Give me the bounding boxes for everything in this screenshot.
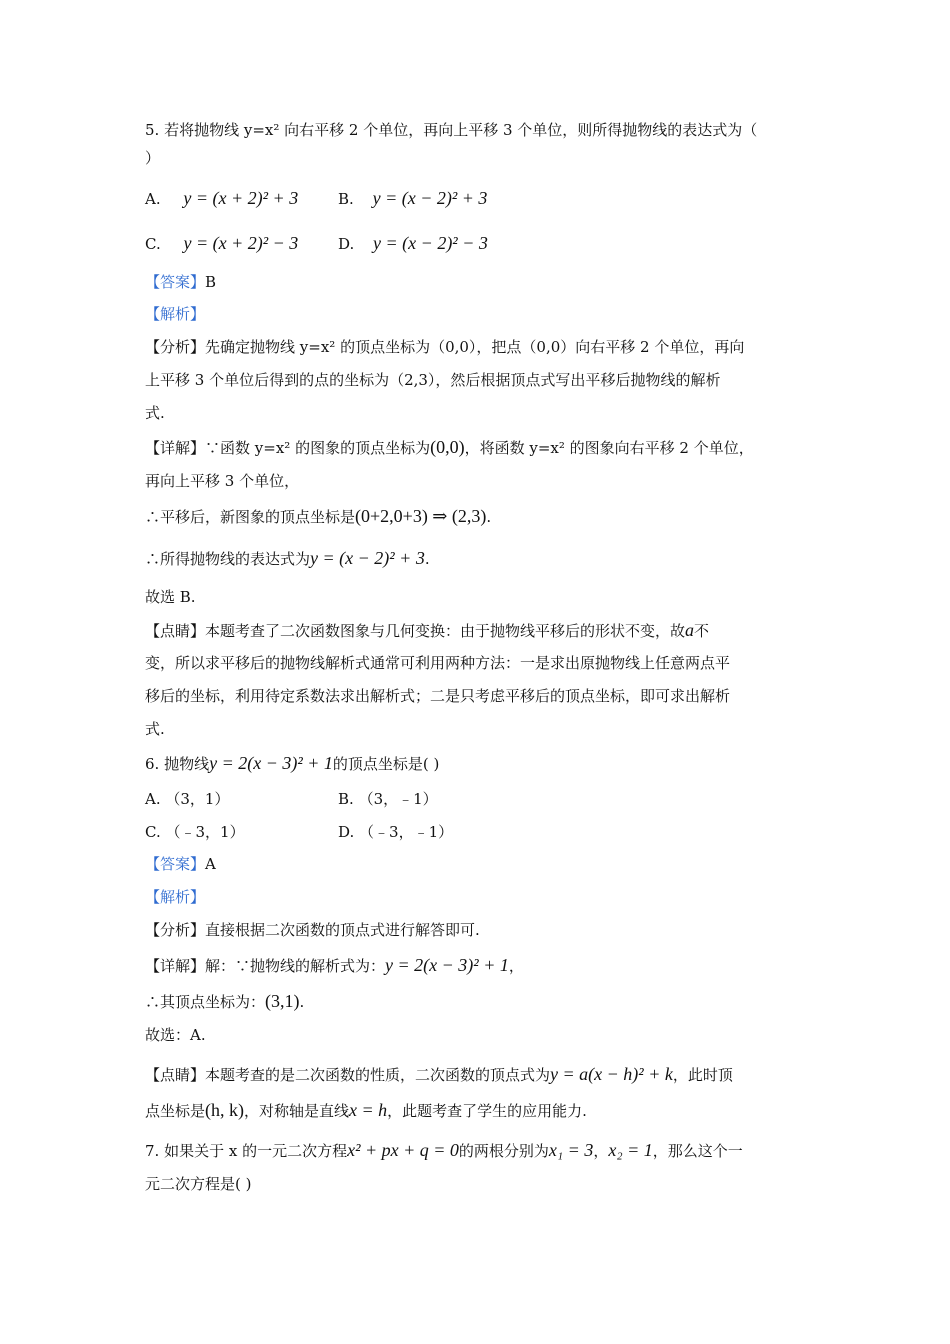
q5-fenxi-line1 (145, 335, 744, 359)
q6-fenxi (145, 918, 480, 942)
math-expr: x₁ = 3 (548, 1140, 594, 1160)
math-expr: (0+2,0+3) ⇒ (2,3) (355, 506, 487, 526)
xiangjie-end: ， (508, 957, 524, 975)
stem-text: 7. 如果关于 x 的一元二次方程 (145, 1142, 348, 1160)
q5-dianjing-line1 (145, 618, 709, 643)
dianjing-text: 不 (694, 622, 710, 640)
q5-step2 (145, 546, 430, 571)
option-label: A. (145, 790, 161, 808)
step-end: . (299, 993, 305, 1011)
q6-option-d (338, 820, 453, 844)
q5-step1 (145, 504, 491, 529)
q6-xiangjie (145, 953, 524, 978)
math-expr: (h, k) (205, 1100, 245, 1120)
math-expr: (0,0) (430, 437, 465, 457)
q6-step (145, 989, 304, 1014)
option-label: D. (338, 823, 355, 841)
step-end: . (486, 508, 492, 526)
dianjing-tag: 【点睛】 (145, 1066, 206, 1084)
q5-fenxi-line2: 上平移 3 个单位后得到的点的坐标为（2,3），然后根据顶点式写出平移后抛物线的解析 (145, 371, 721, 389)
option-expr: y = (x − 2)² − 3 (373, 233, 488, 253)
option-label: B. (338, 790, 354, 808)
q6-option-a (145, 787, 229, 811)
q5-dianjing-line3: 移后的坐标，利用待定系数法求出解析式；二是只考虑平移后的顶点坐标，即可求出解析 (145, 687, 731, 705)
step-end: . (424, 550, 430, 568)
math-expr: y = a(x − h)² + k (550, 1064, 673, 1084)
option-value: （3，1） (165, 790, 230, 808)
math-expr: (3,1) (265, 991, 300, 1011)
xiangjie-text: 解：∵抛物线的解析式为： (205, 957, 386, 975)
q6-dianjing-line2 (145, 1098, 587, 1123)
dianjing-text: ，此题考查了学生的应用能力. (387, 1102, 587, 1120)
q6-analysis-tag: 【解析】 (145, 888, 206, 906)
xiangjie-text: ，将函数 y=x² 的图象向右平移 2 个单位， (464, 439, 754, 457)
fenxi-tag: 【分析】 (145, 338, 206, 356)
q7-stem-line2: 元二次方程是( ) (145, 1175, 252, 1193)
stem-text: 6. 抛物线 (145, 755, 210, 773)
q5-stem-line1: 5. 若将抛物线 y=x² 向右平移 2 个单位，再向上平移 3 个单位，则所得抛物线的表达式为（ (145, 121, 758, 139)
xiangjie-tag: 【详解】 (145, 439, 206, 457)
option-expr: y = (x + 2)² + 3 (183, 188, 299, 208)
dianjing-text: 点坐标是 (145, 1102, 206, 1120)
q6-dianjing-line1 (145, 1062, 733, 1087)
dianjing-text: 本题考查的是二次函数的性质，二次函数的顶点式为 (205, 1066, 551, 1084)
q5-fenxi-line3: 式. (145, 404, 165, 422)
fenxi-tag: 【分析】 (145, 921, 206, 939)
q5-analysis-tag: 【解析】 (145, 305, 206, 323)
math-expr: x = h (349, 1100, 388, 1120)
q5-answer (145, 270, 216, 294)
math-expr: y = (x − 2)² + 3 (310, 548, 425, 568)
step-text: ∴平移后，新图象的顶点坐标是 (145, 508, 356, 526)
q5-dianjing-line4: 式. (145, 720, 165, 738)
q5-option-b (338, 186, 487, 211)
answer-tag: 【答案】 (145, 273, 206, 291)
stem-text: 的顶点坐标是( ) (332, 755, 440, 773)
q6-option-b (338, 787, 438, 811)
q5-dianjing-line2: 变，所以求平移后的抛物线解析式通常可利用两种方法：一是求出原抛物线上任意两点平 (145, 654, 731, 672)
q7-stem-line1 (145, 1138, 743, 1163)
dianjing-text: ，此时顶 (672, 1066, 733, 1084)
stem-text: 的两根分别为 (458, 1142, 549, 1160)
q6-option-c (145, 820, 245, 844)
fenxi-text: 直接根据二次函数的顶点式进行解答即可. (205, 921, 480, 939)
stem-text: ， (593, 1142, 609, 1160)
step-text: ∴其顶点坐标为： (145, 993, 266, 1011)
math-expr: x₂ = 1 (608, 1140, 653, 1160)
q6-answer (145, 852, 216, 876)
xiangjie-tag: 【详解】 (145, 957, 206, 975)
math-expr: y = 2(x − 3)² + 1 (385, 955, 509, 975)
option-expr: y = (x + 2)² − 3 (183, 233, 299, 253)
option-value: （3，﹣1） (358, 790, 438, 808)
option-value: （﹣3，﹣1） (359, 823, 454, 841)
q5-xiangjie-line1 (145, 435, 754, 460)
math-expr: y = 2(x − 3)² + 1 (209, 753, 333, 773)
xiangjie-text: ∵函数 y=x² 的图象的顶点坐标为 (205, 439, 431, 457)
q5-option-c (145, 231, 298, 256)
fenxi-text: 先确定抛物线 y=x² 的顶点坐标为（0,0），把点（0,0）向右平移 2 个单位，再向 (205, 338, 745, 356)
q6-choose: 故选：A. (145, 1026, 206, 1044)
dianjing-text: 本题考查了二次函数图象与几何变换：由于抛物线平移后的形状不变，故 (205, 622, 686, 640)
option-value: （﹣3，1） (165, 823, 245, 841)
option-label: B. (338, 190, 354, 208)
q5-stem-line2: ） (145, 149, 161, 167)
q5-option-a (145, 186, 298, 211)
q5-option-d (338, 231, 488, 256)
math-expr: x² + px + q = 0 (347, 1140, 459, 1160)
math-var: a (685, 620, 695, 640)
dianjing-text: ，对称轴是直线 (244, 1102, 350, 1120)
option-label: D. (338, 235, 355, 253)
q5-choose: 故选 B. (145, 588, 196, 606)
q6-stem (145, 751, 439, 776)
answer-tag: 【答案】 (145, 855, 206, 873)
answer-value: A (205, 855, 216, 873)
option-expr: y = (x − 2)² + 3 (372, 188, 488, 208)
q5-xiangjie-line2: 再向上平移 3 个单位， (145, 472, 300, 490)
step-text: ∴所得抛物线的表达式为 (145, 550, 311, 568)
answer-value: B (205, 273, 217, 291)
option-label: A. (145, 190, 161, 208)
stem-text: ，那么这个一 (652, 1142, 743, 1160)
option-label: C. (145, 823, 161, 841)
option-label: C. (145, 235, 161, 253)
dianjing-tag: 【点睛】 (145, 622, 206, 640)
